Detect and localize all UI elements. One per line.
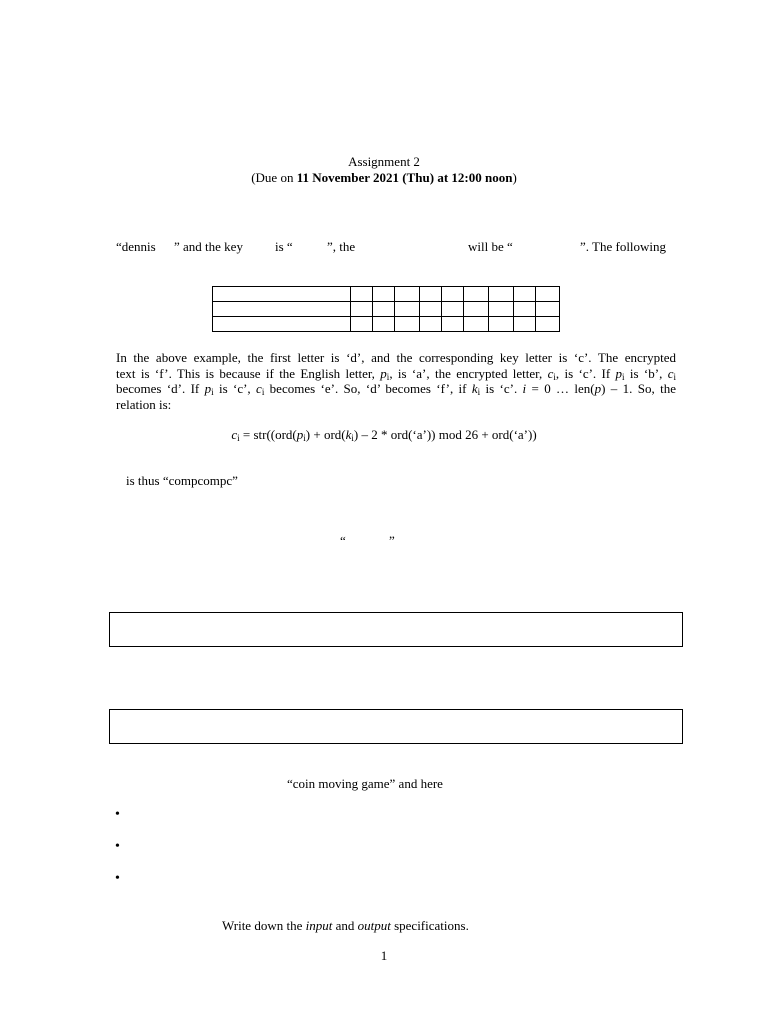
text-run: becomes ‘d’. If [116,381,205,396]
quote-close: ” [389,533,395,548]
assignment-title: Assignment 2 [348,154,420,169]
explanation-line-1: In the above example, the first letter is ‘d’, and the corresponding key letter is ‘c’. The encrypted [116,350,676,365]
table-cell [464,287,489,302]
due-suffix: ) [512,170,517,185]
intro-text-4: ”, the [327,239,356,254]
example-table [212,286,560,332]
text-run: ) – 2 * ord(‘a’)) mod 26 + ord(‘a’)) [353,427,537,442]
math-sub: i [237,433,240,443]
table-cell [514,317,536,332]
math-var: k [471,381,478,396]
table-cell [514,302,536,317]
table-cell [489,287,514,302]
table-cell [420,317,442,332]
table-cell [464,302,489,317]
table-cell [351,317,373,332]
math-var: p [594,381,602,396]
text-run: is ‘c’, [213,381,257,396]
math-sub: i [622,371,625,382]
math-sub: i [261,387,265,397]
explanation-line-4: relation is: [116,396,172,412]
intro-text-6: ”. The following [580,239,667,254]
table-cell [351,287,373,302]
table-cell [395,317,420,332]
intro-text-5: will be “ [468,239,513,254]
math-var: c [667,365,674,381]
due-date: 11 November 2021 (Thu) at 12:00 noon [296,170,513,185]
bullet-point: • [115,871,120,886]
text-run: is ‘b’, [624,365,668,381]
table-cell [373,317,395,332]
intro-text-3: is “ [275,239,293,254]
table-cell [489,317,514,332]
table-cell [536,317,560,332]
table-cell [213,287,351,302]
text-run: becomes ‘e’. So, ‘d’ becomes ‘f’, if [264,381,472,396]
empty-answer-box-2 [109,709,683,744]
math-sub: i [477,387,481,397]
table-cell [373,302,395,317]
math-var: p [615,365,623,381]
table-cell [536,302,560,317]
quote-open: “ [340,533,346,548]
bullet-point: • [115,807,120,822]
result-line: is thus “compcompc” [126,473,238,488]
text-run: = 0 … len( [526,381,595,396]
text-run: ) – 1. So, the [601,381,676,396]
explanation-paragraph [116,350,676,412]
emphasis-input: input [305,918,333,933]
table-cell [489,302,514,317]
table-cell [420,287,442,302]
empty-answer-box-1 [109,612,683,647]
due-date-line [0,170,768,186]
intro-text-2: ” and the key [174,239,243,254]
table-row [213,317,560,332]
table-cell [420,302,442,317]
math-var: c [256,381,262,396]
table-cell [213,302,351,317]
table-cell [395,302,420,317]
math-sub: i [351,433,354,443]
table-row [213,287,560,302]
table-cell [464,317,489,332]
text-run: is ‘c’. [480,381,523,396]
page-number: 1 [380,948,388,963]
math-sub: i [211,387,214,397]
table-cell [373,287,395,302]
text-run: = str((ord( [239,427,297,442]
table-cell [395,287,420,302]
table-cell [514,287,536,302]
text-run: and [332,918,358,933]
table-cell [351,302,373,317]
encryption-formula [0,427,768,443]
math-var: k [345,427,352,442]
table-cell [536,287,560,302]
explanation-line-3 [116,381,676,397]
text-run: , is ‘c’. If [555,365,616,381]
math-var: p [204,381,212,396]
text-run: specifications. [390,918,469,933]
intro-text-1: “dennis [116,239,156,254]
math-sub: i [673,371,676,382]
math-sub: i [553,371,556,382]
math-var: c [231,427,238,442]
table-cell [442,287,464,302]
text-run: text is ‘f’. This is because if the English letter, [116,365,381,381]
explanation-line-2 [116,366,676,382]
emphasis-output: output [357,918,391,933]
math-var: c [547,365,554,381]
text-run: Write down the [222,918,306,933]
text-run: ) + ord( [305,427,346,442]
table-cell [442,302,464,317]
table-cell [442,317,464,332]
math-var: p [380,365,387,381]
math-var: p [296,427,304,442]
due-prefix: (Due on [251,170,297,185]
table-cell [213,317,351,332]
table-row [213,302,560,317]
math-sub: i [303,433,306,443]
specification-line [222,918,469,934]
bullet-point: • [115,839,120,854]
text-run: , is ‘a’, the encrypted letter, [389,365,548,381]
math-var: i [522,381,527,396]
coin-game-line: “coin moving game” and here [287,776,443,791]
math-sub: i [386,371,390,382]
